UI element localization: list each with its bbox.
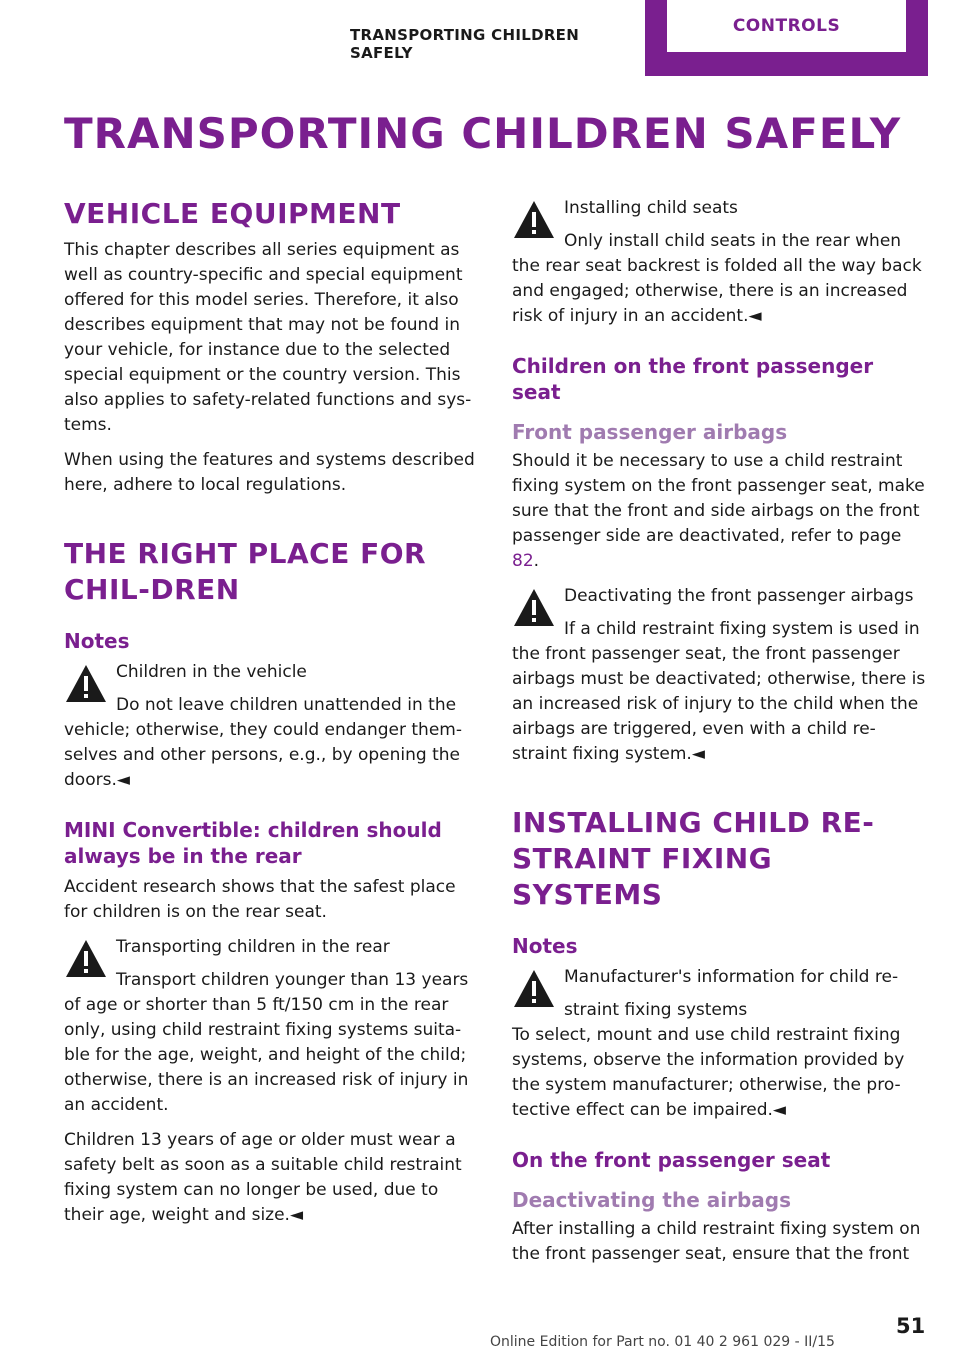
warning-block	[512, 584, 926, 767]
warning-title: Installing child seats	[564, 198, 738, 218]
heading-vehicle-equipment: VEHICLE EQUIPMENT	[64, 197, 401, 230]
page-title: TRANSPORTING CHILDREN SAFELY	[64, 109, 902, 158]
paragraph-text: .	[533, 551, 540, 571]
warning-block	[512, 196, 926, 329]
heading-on-front-passenger-seat: On the front passenger seat	[512, 1148, 831, 1172]
heading-notes: Notes	[512, 934, 578, 958]
warning-text: of age or shorter than 5 ft/150 cm in the rear only, using child restraint fixing systems suita-ble for the age, weight, and height of the child; otherwise, there is an increased risk of injury in an accident.	[64, 995, 469, 1115]
warning-text: To select, mount and use child restraint fixing systems, observe the information provided by the system manufacturer; otherwise, the pro-tective effect can be impaired.◄	[512, 1025, 905, 1120]
paragraph: When using the features and systems described here, adhere to local regulations.	[64, 450, 475, 495]
heading-children-front-seat: Children on the front passenger seat	[512, 354, 874, 404]
warning-text: If a child restraint fixing system is used in	[564, 619, 920, 639]
warning-text: straint fixing systems	[564, 1000, 748, 1020]
warning-title: Deactivating the front passenger airbags	[564, 586, 914, 606]
paragraph	[512, 449, 926, 574]
warning-text: the front passenger seat, the front passenger airbags must be deactivated; otherwise, there is an increased risk of injury to the child when the airbags are triggered, even with a child re-straint fixing system.◄	[512, 644, 926, 764]
heading-deactivating-airbags: Deactivating the airbags	[512, 1188, 791, 1212]
heading-mini-convertible: MINI Convertible: children should always be in the rear	[64, 818, 442, 868]
warning-block	[64, 660, 478, 793]
heading-installing-child-restraint: INSTALLING CHILD RE-STRAINT FIXING SYSTEMS	[512, 806, 875, 911]
chapter-tab-label: CONTROLS	[667, 0, 906, 52]
running-header-section: TRANSPORTING CHILDREN SAFELY	[350, 26, 580, 62]
warning-text: Transport children younger than 13 years	[116, 970, 469, 990]
left-column	[64, 196, 478, 1238]
paragraph: After installing a child restraint fixing system on the front passenger seat, ensure that the front	[512, 1219, 921, 1264]
footer-edition-text: Online Edition for Part no. 01 40 2 961 029 - II/15	[490, 1334, 835, 1350]
warning-title: Manufacturer's information for child re-	[564, 967, 899, 987]
warning-icon	[64, 937, 108, 981]
page-reference-link[interactable]: 82	[512, 551, 534, 571]
right-column	[512, 196, 926, 1277]
warning-icon	[64, 662, 108, 706]
warning-text: vehicle; otherwise, they could endanger them-selves and other persons, e.g., by opening the doors.◄	[64, 720, 462, 790]
warning-block	[512, 965, 926, 1123]
warning-icon	[512, 586, 556, 630]
heading-notes: Notes	[64, 629, 130, 653]
page-number: 51	[896, 1314, 926, 1338]
warning-icon	[512, 967, 556, 1011]
warning-text: Only install child seats in the rear when	[564, 231, 902, 251]
paragraph: Accident research shows that the safest place for children is on the rear seat.	[64, 877, 456, 922]
paragraph: Children 13 years of age or older must wear a safety belt as soon as a suitable child restraint fixing system can no longer be used, due to their age, weight and size.◄	[64, 1130, 462, 1225]
heading-right-place: THE RIGHT PLACE FOR CHIL-DREN	[64, 537, 427, 606]
warning-text: the rear seat backrest is folded all the way back and engaged; otherwise, there is an increased risk of injury in an accident.◄	[512, 256, 922, 326]
chapter-tab	[645, 0, 928, 76]
paragraph-text: Should it be necessary to use a child restraint fixing system on the front passenger seat, make sure that the front and side airbags on the front passenger side are deactivated, refer to page	[512, 451, 925, 546]
warning-icon	[512, 198, 556, 242]
warning-title: Children in the vehicle	[116, 662, 307, 682]
paragraph: This chapter describes all series equipment as well as country-specific and special equipment offered for this model series. Therefore, it also describes equipment that may not be found in your vehicle, for instance due to the selected special equipment or the country version. This also applies to safety-related functions and sys-tems.	[64, 240, 472, 435]
warning-title: Transporting children in the rear	[116, 937, 390, 957]
warning-block	[64, 935, 478, 1118]
heading-front-passenger-airbags: Front passenger airbags	[512, 420, 788, 444]
warning-text: Do not leave children unattended in the	[116, 695, 457, 715]
